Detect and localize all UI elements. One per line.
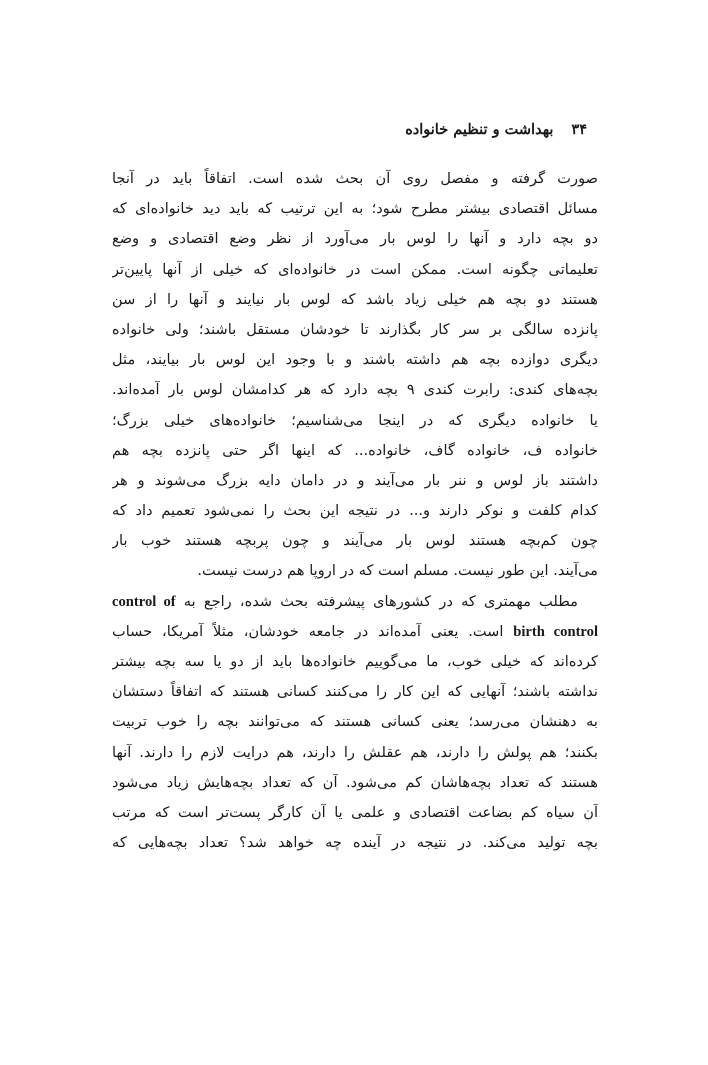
- text-line: آن سیاه کم بضاعت اقتصادی و علمی یا آن کارگر پست‌تر است که مرتب: [112, 803, 598, 821]
- text-line: چون کم‌بچه هستند لوس بار می‌آیند و چون پربچه هستند خوب بار: [112, 532, 598, 550]
- text-line-with-latin: [112, 587, 598, 617]
- text-line: خانواده ف، خانواده گاف، خانواده... که اینها اگر حتی پانزده بچه هم: [112, 441, 598, 459]
- text-line: نداشته باشند؛ آنهایی که این کار را می‌کنند کسانی هستند که اتفاقاً دستشان: [112, 683, 598, 701]
- text-line: مسائل اقتصادی بیشتر مطرح شود؛ به این ترتیب که باید دید خانواده‌ای که: [112, 200, 598, 218]
- text-line: بکنند؛ هم پولش را دارند، هم عقلش را دارند، هم درایت لازم را دارند. آنها: [112, 743, 598, 761]
- text-line: دیگری دوازده بچه هم داشته باشند و با وجود این لوس بار بیایند، مثل: [112, 351, 598, 369]
- text-line: به دهنشان می‌رسد؛ یعنی کسانی هستند که می‌توانند بچه را خوب تربیت: [112, 713, 598, 731]
- running-header: [405, 121, 587, 138]
- text-line-with-latin: [112, 617, 598, 647]
- text-line: صورت گرفته و مفصل روی آن بحث شده است. اتفاقاً باید در آنجا: [112, 170, 598, 187]
- latin-term: birth control: [513, 623, 598, 640]
- text-line: بچه‌های کندی: رابرت کندی ۹ بچه دارد که هر کدامشان لوس بار آمده‌اند.: [112, 381, 598, 399]
- text-line: تعلیماتی چگونه است. ممکن است در خانواده‌ای که خیلی از آنها پایین‌تر: [112, 260, 598, 278]
- text-line: یا خانواده دیگری که در اینجا می‌شناسیم؛ خانواده‌های خیلی بزرگ؛: [112, 411, 598, 429]
- text-segment: است. یعنی آمده‌اند در جامعه خودشان، مثلاً آمریکا، حساب: [112, 622, 504, 640]
- text-line: بچه تولید می‌کند. در نتیجه در آینده چه خواهد شد؟ تعداد بچه‌هایی که: [112, 834, 598, 852]
- book-title: بهداشت و تنظیم خانواده: [405, 121, 554, 138]
- latin-term: control of: [112, 593, 176, 610]
- text-line: داشتند باز لوس و ننر بار می‌آیند و در دامان دایه بزرگ می‌شوند و هر: [112, 471, 598, 489]
- text-line: هستند دو بچه هم خیلی زیاد باشد که لوس بار نیایند و آنها را از سن: [112, 290, 598, 308]
- text-line: هستند که تعداد بچه‌هاشان کم می‌شود. آن که تعداد بچه‌هایش زیاد می‌شود: [112, 773, 598, 791]
- page-number: ۳۴: [571, 121, 587, 138]
- text-line: دو بچه دارد و آنها را لوس بار می‌آورد از نظر وضع اقتصادی و وضع: [112, 230, 598, 248]
- paragraph-2: [112, 587, 598, 859]
- text-segment: مطلب مهمتری که در کشورهای پیشرفته بحث شده، راجع به: [183, 592, 578, 610]
- paragraph-1: [112, 164, 598, 587]
- text-line: کرده‌اند که خیلی خوب، ما می‌گوییم خانواده‌ها باید از دو یا سه بچه بیشتر: [112, 653, 598, 670]
- text-line: پانزده سالگی بر سر کار بگذارند تا خودشان مستقل باشند؛ ولی خانواده: [112, 320, 598, 338]
- text-line: کدام کلفت و نوکر دارند و... در نتیجه این بحث را نمی‌شود تعمیم داد که: [112, 502, 598, 520]
- body-text: [112, 164, 598, 858]
- text-line: می‌آیند. این طور نیست. مسلم است که در اروپا هم درست نیست.: [197, 562, 598, 580]
